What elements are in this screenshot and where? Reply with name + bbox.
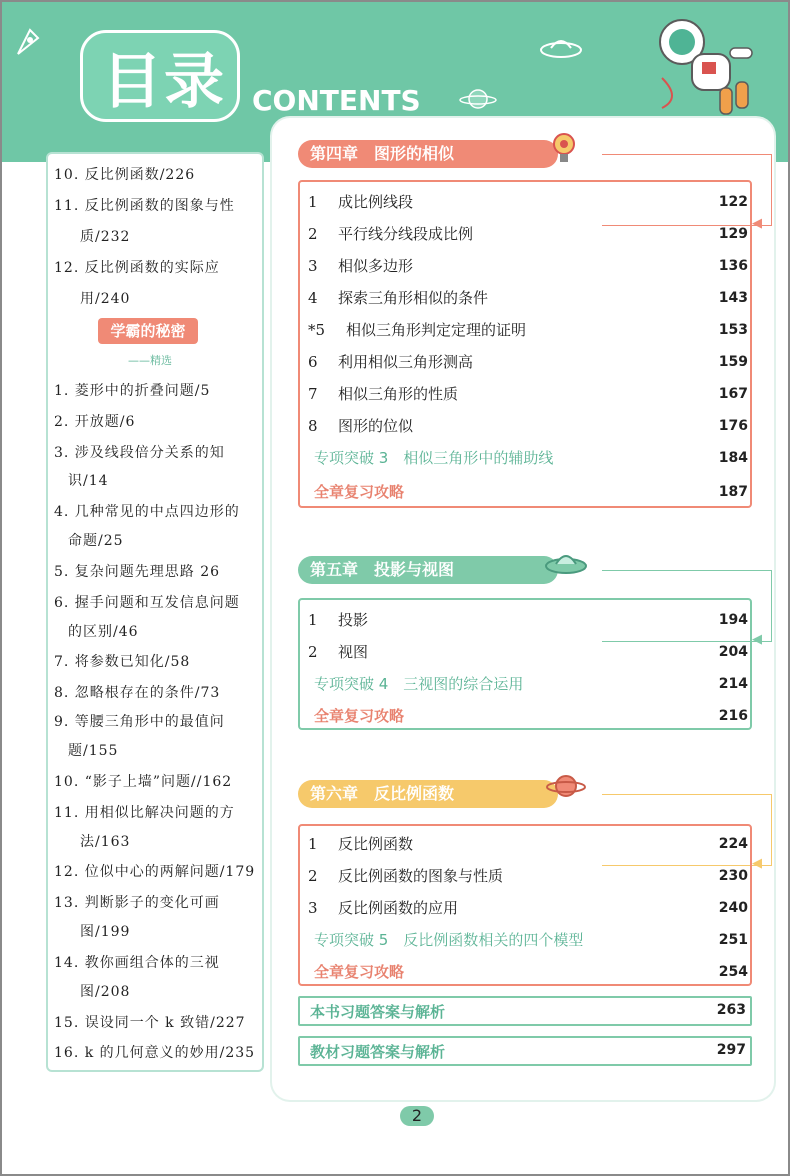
answer-label: 本书习题答案与解析 [310,1003,446,1021]
left-item: 12. 位似中心的两解问题/179 [54,864,256,880]
answer-label: 教材习题答案与解析 [310,1043,446,1061]
row-number: 7 [308,385,318,403]
left-item: 8. 忽略根存在的条件/73 [54,685,221,701]
left-item: 命题/25 [68,533,124,549]
row-page: 216 [718,708,748,724]
left-item: 质/232 [80,229,131,245]
toc-row-review[interactable] [308,704,748,728]
row-number: 2 [308,867,318,885]
left-item: 1. 菱形中的折叠问题/5 [54,383,211,399]
toc-row-special[interactable] [308,928,748,952]
toc-row[interactable] [308,222,748,246]
row-number: 3 [308,899,318,917]
row-number: 6 [308,353,318,371]
row-number: 1 [308,193,318,211]
planet-icon [544,766,588,806]
toc-row[interactable] [308,286,748,310]
left-item: 用/240 [80,291,131,307]
left-item: 15. 误设同一个 k 致错/227 [54,1015,246,1031]
answer-entry[interactable] [298,1036,752,1066]
arrow-icon: ◀ [752,216,762,231]
left-item: 14. 教你画组合体的三视 [54,955,220,971]
row-label: 相似多边形 [338,257,414,275]
toc-row[interactable] [308,350,748,374]
row-label: 专项突破 3 相似三角形中的辅助线 [314,449,554,467]
row-number: *5 [308,321,326,339]
row-label: 利用相似三角形测高 [338,353,474,371]
chapter-title: 第六章 反比例函数 [298,780,558,808]
row-number: 8 [308,417,318,435]
row-label: 平行线分线段成比例 [338,225,474,243]
arrow-icon: ◀ [752,856,762,871]
chapter-title: 第五章 投影与视图 [298,556,558,584]
page-number: 2 [400,1106,434,1126]
row-page: 176 [718,418,748,434]
row-page: 230 [718,868,748,884]
left-item: 9. 等腰三角形中的最值问 [54,714,225,730]
row-label: 专项突破 5 反比例函数相关的四个模型 [314,931,584,949]
left-item: 11. 用相似比解决问题的方 [54,805,235,821]
row-page: 251 [718,932,748,948]
row-label: 图形的位似 [338,417,414,435]
answer-page: 297 [716,1042,746,1058]
left-item: 7. 将参数已知化/58 [54,654,191,670]
toc-row[interactable] [308,832,748,856]
left-item: 10. 反比例函数/226 [54,167,196,183]
toc-row[interactable] [308,896,748,920]
row-page: 184 [718,450,748,466]
row-page: 240 [718,900,748,916]
left-item: 图/199 [80,924,131,940]
left-item: 12. 反比例函数的实际应 [54,260,220,276]
satellite-icon [544,126,584,166]
row-page: 153 [718,322,748,338]
left-item: 16. k 的几何意义的妙用/235 [54,1045,256,1061]
answer-page: 263 [716,1002,746,1018]
left-item: 6. 握手问题和互发信息问题 [54,595,240,611]
toc-row[interactable] [308,414,748,438]
row-label: 视图 [338,643,369,661]
row-page: 224 [718,836,748,852]
toc-row[interactable] [308,190,748,214]
toc-row[interactable] [308,318,748,342]
row-label: 全章复习攻略 [314,707,405,725]
planet-icon [458,84,498,114]
row-page: 143 [718,290,748,306]
answer-entry[interactable] [298,996,752,1026]
row-label: 投影 [338,611,369,629]
ufo-icon [538,32,584,62]
row-page: 159 [718,354,748,370]
toc-row[interactable] [308,608,748,632]
left-item: 法/163 [80,834,131,850]
row-page: 136 [718,258,748,274]
ufo-icon [542,544,590,580]
row-page: 129 [718,226,748,242]
left-item: 2. 开放题/6 [54,414,136,430]
row-page: 122 [718,194,748,210]
row-label: 探索三角形相似的条件 [338,289,489,307]
toc-row[interactable] [308,254,748,278]
row-label: 反比例函数的应用 [338,899,459,917]
row-page: 194 [718,612,748,628]
row-number: 4 [308,289,318,307]
astronaut-icon [642,8,762,132]
left-item: 题/155 [68,743,119,759]
row-number: 1 [308,611,318,629]
arrow-icon: ◀ [752,632,762,647]
row-number: 2 [308,643,318,661]
left-item: 4. 几种常见的中点四边形的 [54,504,240,520]
left-item: 11. 反比例函数的图象与性 [54,198,235,214]
section-badge: 学霸的秘密 [98,318,198,344]
toc-row-review[interactable] [308,480,748,504]
toc-row-review[interactable] [308,960,748,984]
row-label: 反比例函数 [338,835,414,853]
left-item: 13. 判断影子的变化可画 [54,895,220,911]
toc-row-special[interactable] [308,672,748,696]
row-page: 214 [718,676,748,692]
row-number: 1 [308,835,318,853]
row-page: 167 [718,386,748,402]
row-label: 反比例函数的图象与性质 [338,867,504,885]
row-label: 成比例线段 [338,193,414,211]
row-label: 相似三角形判定定理的证明 [346,321,527,339]
row-number: 3 [308,257,318,275]
left-item: 的区别/46 [68,624,139,640]
toc-row-special[interactable] [308,446,748,470]
left-item: 图/208 [80,984,131,1000]
toc-row[interactable] [308,382,748,406]
page-subtitle: CONTENTS [252,84,421,117]
toc-row[interactable] [308,864,748,888]
chapter-title: 第四章 图形的相似 [298,140,558,168]
row-page: 254 [718,964,748,980]
section-subtitle: ——精选 [128,354,172,367]
row-page: 204 [718,644,748,660]
left-item: 10. “影子上墙”问题//162 [54,774,233,790]
row-label: 专项突破 4 三视图的综合运用 [314,675,524,693]
rocket-icon [10,22,50,62]
toc-row[interactable] [308,640,748,664]
left-item: 3. 涉及线段倍分关系的知 [54,445,225,461]
row-label: 相似三角形的性质 [338,385,459,403]
row-page: 187 [718,484,748,500]
row-label: 全章复习攻略 [314,483,405,501]
row-number: 2 [308,225,318,243]
page-title: 目录 [102,47,226,117]
left-item: 识/14 [68,473,109,489]
row-label: 全章复习攻略 [314,963,405,981]
left-item: 5. 复杂问题先理思路 26 [54,564,221,580]
